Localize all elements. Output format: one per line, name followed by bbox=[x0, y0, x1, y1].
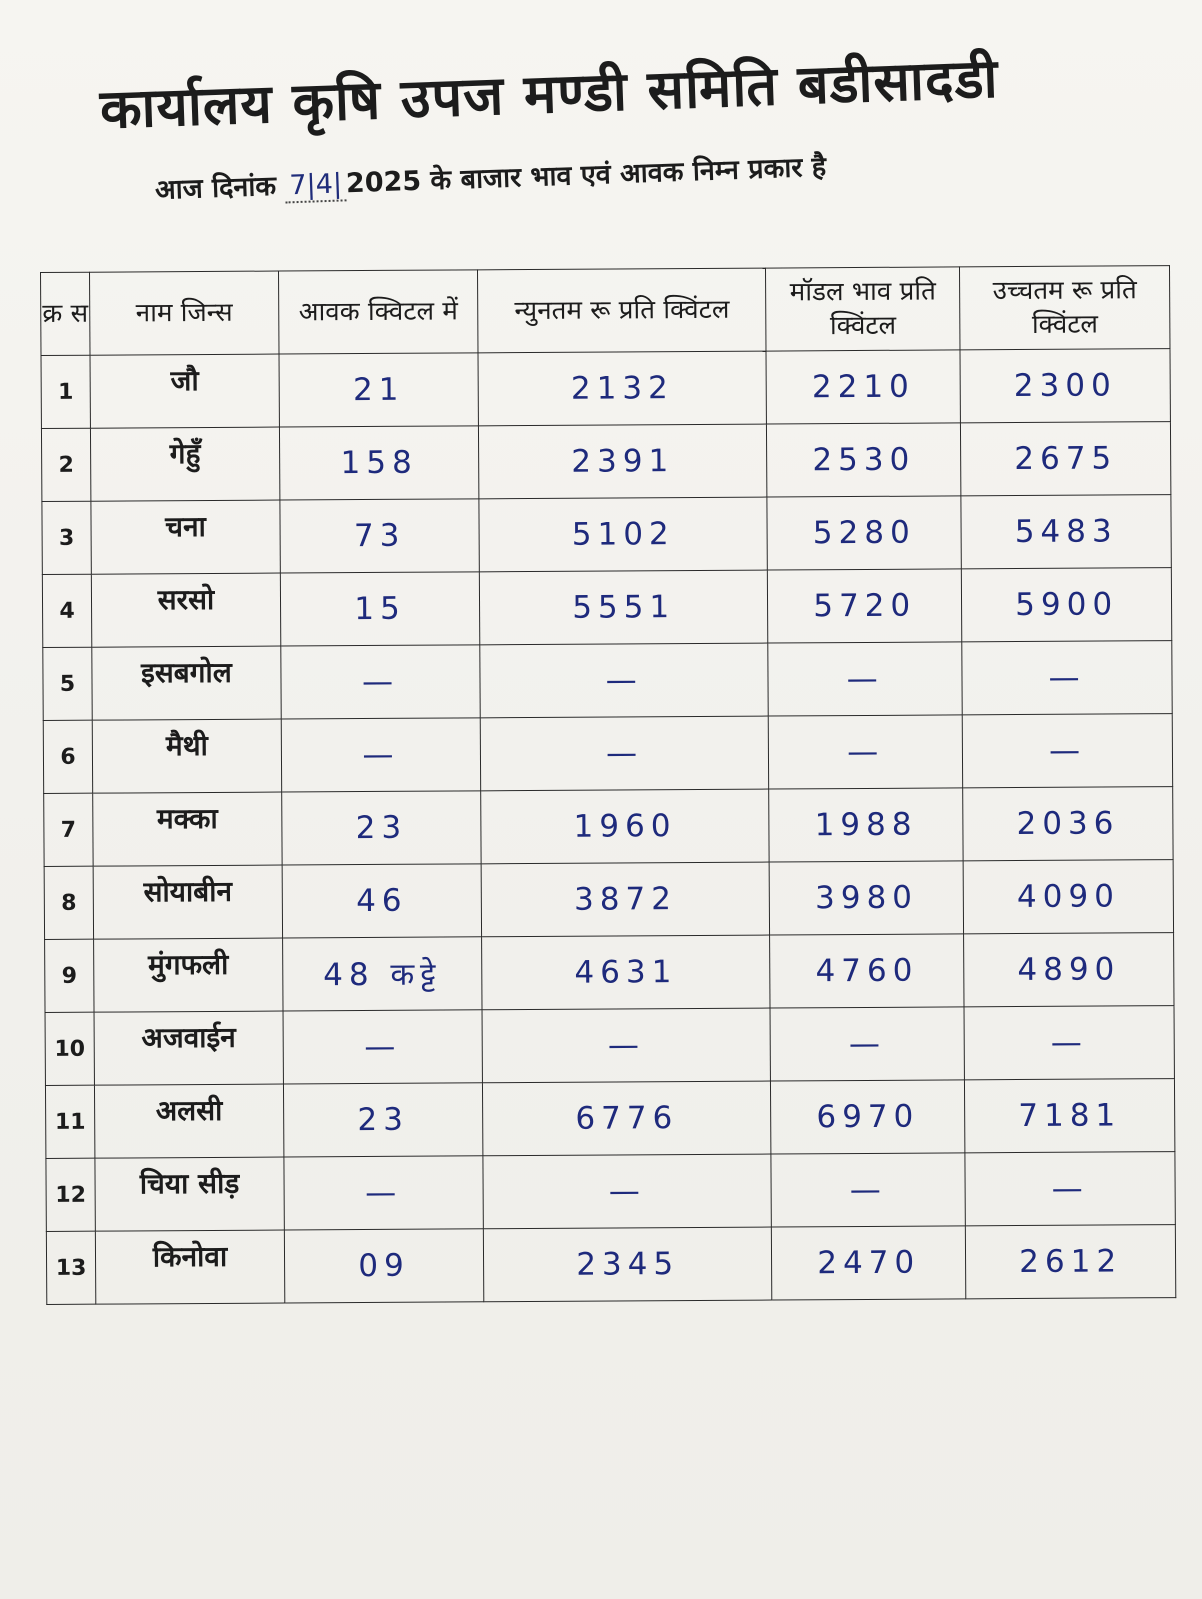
max-price-cell: — bbox=[962, 714, 1172, 788]
handwritten-date: 7|4| bbox=[285, 168, 347, 203]
arrival-cell: 23 bbox=[283, 1083, 483, 1157]
table-row bbox=[45, 933, 1174, 1013]
min-price-cell: — bbox=[480, 716, 768, 791]
max-price-cell: 4090 bbox=[963, 860, 1173, 934]
serial-cell: 8 bbox=[44, 866, 93, 939]
arrival-cell: 73 bbox=[280, 499, 480, 573]
max-price-cell: 4890 bbox=[964, 933, 1174, 1007]
arrival-cell: 46 bbox=[282, 864, 482, 938]
commodity-cell: सरसो bbox=[91, 573, 280, 647]
serial-cell: 4 bbox=[42, 574, 91, 647]
serial-cell: 1 bbox=[41, 355, 90, 428]
modal-price-cell: 3980 bbox=[769, 861, 964, 935]
modal-price-cell: 5280 bbox=[767, 496, 962, 570]
table-row bbox=[45, 1006, 1174, 1086]
max-price-cell: 2036 bbox=[963, 787, 1173, 861]
modal-price-cell: 2470 bbox=[772, 1226, 967, 1300]
max-price-cell: — bbox=[962, 641, 1172, 715]
max-price-cell: 2300 bbox=[960, 349, 1170, 423]
market-rate-table bbox=[40, 265, 1176, 1305]
min-price-cell: 2345 bbox=[484, 1227, 772, 1302]
modal-price-cell: 4760 bbox=[770, 934, 965, 1008]
arrival-cell: 158 bbox=[279, 426, 479, 500]
date-prefix: आज दिनांक bbox=[154, 170, 277, 206]
table-header-row bbox=[41, 266, 1170, 356]
modal-price-cell: — bbox=[771, 1153, 966, 1227]
serial-cell: 6 bbox=[43, 720, 92, 793]
min-price-cell: 6776 bbox=[483, 1081, 771, 1156]
arrival-cell: 48 कट्टे bbox=[282, 937, 482, 1011]
max-price-cell: — bbox=[965, 1152, 1175, 1226]
serial-cell: 10 bbox=[45, 1012, 94, 1085]
modal-price-cell: 6970 bbox=[771, 1080, 966, 1154]
commodity-cell: गेहुँ bbox=[90, 427, 279, 501]
arrival-cell: — bbox=[284, 1156, 484, 1230]
serial-cell: 13 bbox=[46, 1231, 95, 1304]
date-line bbox=[154, 139, 1055, 207]
col-header-max-price: उच्चतम रू प्रति क्विंटल bbox=[960, 266, 1170, 350]
arrival-cell: — bbox=[283, 1010, 483, 1084]
office-title: कार्यालय कृषि उपज मण्डी समिति बडीसादडी bbox=[98, 46, 1000, 141]
commodity-cell: सोयाबीन bbox=[93, 865, 282, 939]
col-header-arrival: आवक क्विटल में bbox=[278, 270, 478, 354]
min-price-cell: 1960 bbox=[481, 789, 769, 864]
serial-cell: 5 bbox=[43, 647, 92, 720]
commodity-cell: किनोवा bbox=[95, 1230, 284, 1304]
modal-price-cell: 5720 bbox=[767, 569, 962, 643]
min-price-cell: 5551 bbox=[480, 570, 768, 645]
arrival-cell: 21 bbox=[279, 353, 479, 427]
col-header-min-price: न्युनतम रू प्रति क्विंटल bbox=[478, 268, 766, 353]
modal-price-cell: — bbox=[768, 642, 963, 716]
table-row bbox=[43, 714, 1172, 794]
min-price-cell: 2132 bbox=[478, 351, 766, 426]
col-header-commodity: नाम जिन्स bbox=[90, 271, 279, 355]
commodity-cell: चना bbox=[91, 500, 280, 574]
arrival-cell: 23 bbox=[282, 791, 482, 865]
table-row bbox=[44, 860, 1173, 940]
table-row bbox=[41, 349, 1170, 429]
serial-cell: 12 bbox=[46, 1158, 95, 1231]
table-row bbox=[42, 568, 1171, 648]
commodity-cell: मक्का bbox=[93, 792, 282, 866]
table-row bbox=[46, 1152, 1175, 1232]
arrival-cell: — bbox=[281, 645, 481, 719]
modal-price-cell: 2530 bbox=[767, 423, 962, 497]
serial-cell: 7 bbox=[44, 793, 93, 866]
arrival-cell: 09 bbox=[284, 1229, 484, 1303]
min-price-cell: 5102 bbox=[479, 497, 767, 572]
min-price-cell: 3872 bbox=[481, 862, 769, 937]
serial-cell: 2 bbox=[41, 428, 90, 501]
modal-price-cell: 1988 bbox=[769, 788, 964, 862]
modal-price-cell: — bbox=[768, 715, 963, 789]
serial-cell: 3 bbox=[42, 501, 91, 574]
table-row bbox=[43, 641, 1172, 721]
table-row bbox=[46, 1225, 1175, 1305]
date-suffix: 2025 के बाजार भाव एवं आवक निम्न प्रकार है bbox=[345, 151, 827, 200]
commodity-cell: मैथी bbox=[92, 719, 281, 793]
max-price-cell: 7181 bbox=[965, 1079, 1175, 1153]
commodity-cell: मुंगफली bbox=[94, 938, 283, 1012]
serial-cell: 9 bbox=[45, 939, 94, 1012]
table-row bbox=[45, 1079, 1174, 1159]
min-price-cell: — bbox=[480, 643, 768, 718]
min-price-cell: 4631 bbox=[482, 935, 770, 1010]
serial-cell: 11 bbox=[45, 1085, 94, 1158]
commodity-cell: अलसी bbox=[94, 1084, 283, 1158]
table-row bbox=[42, 495, 1171, 575]
col-header-serial: क्र स bbox=[41, 272, 91, 355]
max-price-cell: 5483 bbox=[961, 495, 1171, 569]
col-header-modal-price: मॉडल भाव प्रति क्विंटल bbox=[766, 267, 961, 351]
commodity-cell: चिया सीड़ bbox=[95, 1157, 284, 1231]
arrival-cell: 15 bbox=[280, 572, 480, 646]
arrival-cell: — bbox=[281, 718, 481, 792]
max-price-cell: 2612 bbox=[966, 1225, 1176, 1299]
commodity-cell: अजवाईन bbox=[94, 1011, 283, 1085]
commodity-cell: इसबगोल bbox=[92, 646, 281, 720]
max-price-cell: — bbox=[964, 1006, 1174, 1080]
max-price-cell: 2675 bbox=[961, 422, 1171, 496]
max-price-cell: 5900 bbox=[962, 568, 1172, 642]
min-price-cell: — bbox=[483, 1154, 771, 1229]
table-row bbox=[44, 787, 1173, 867]
min-price-cell: — bbox=[482, 1008, 770, 1083]
min-price-cell: 2391 bbox=[479, 424, 767, 499]
modal-price-cell: 2210 bbox=[766, 350, 961, 424]
modal-price-cell: — bbox=[770, 1007, 965, 1081]
commodity-cell: जौ bbox=[90, 354, 279, 428]
table-row bbox=[41, 422, 1170, 502]
